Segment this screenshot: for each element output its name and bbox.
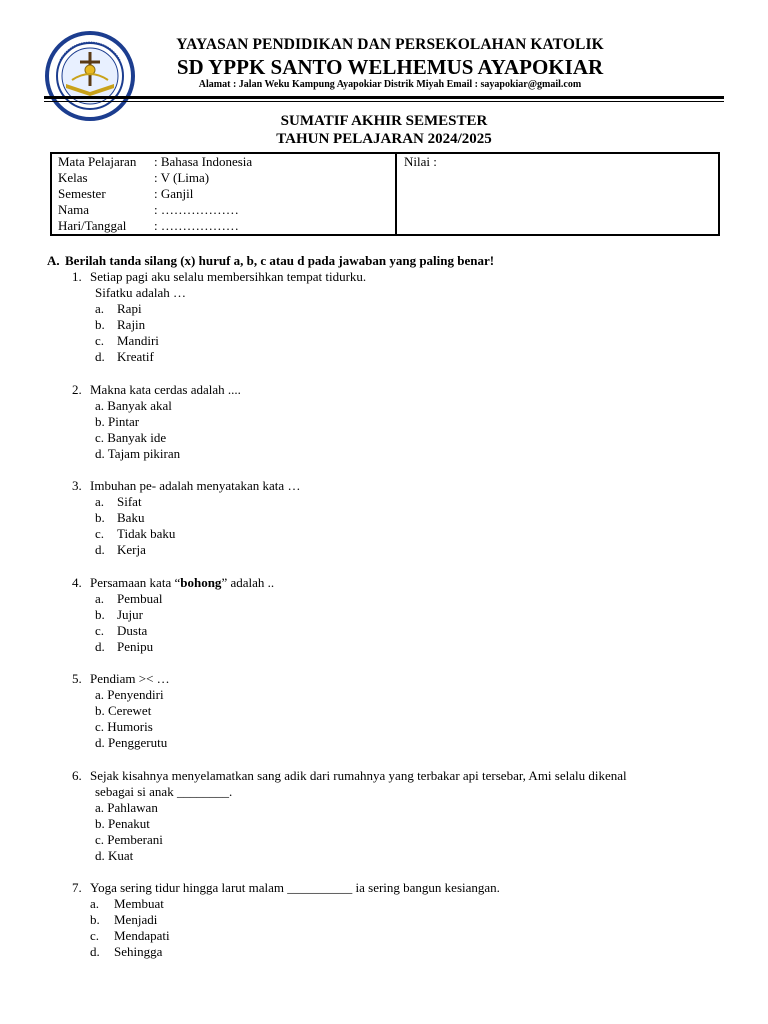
question-5-option-a[interactable]: a. Penyendiri bbox=[95, 687, 164, 702]
identity-row-subject: Mata Pelajaran : Bahasa Indonesia bbox=[58, 154, 253, 169]
identity-row-semester: Semester : Ganjil bbox=[58, 186, 194, 201]
identity-fields bbox=[52, 154, 397, 234]
question-6-option-a[interactable]: a. Pahlawan bbox=[95, 800, 158, 815]
question-1: 1. Setiap pagi aku selalu membersihkan tempat tidurku. bbox=[72, 269, 367, 284]
question-5-option-b[interactable]: b. Cerewet bbox=[95, 703, 152, 718]
keyword-bold: bohong bbox=[180, 575, 222, 590]
question-6: 6. Sejak kisahnya menyelamatkan sang adik dari rumahnya yang terbakar api tersebar, Ami selalu dikenal bbox=[72, 768, 627, 783]
question-2-option-a[interactable]: a. Banyak akal bbox=[95, 398, 172, 413]
question-1-prompt: Sifatku adalah … bbox=[95, 285, 186, 300]
foundation-name: YAYASAN PENDIDIKAN DAN PERSEKOLAHAN KATOLIK bbox=[176, 36, 604, 53]
question-4-option-c[interactable]: c. Dusta bbox=[95, 623, 148, 638]
identity-row-date[interactable]: Hari/Tanggal : ……………… bbox=[58, 218, 239, 233]
question-3-option-a[interactable]: a. Sifat bbox=[95, 494, 142, 509]
question-6-option-c[interactable]: c. Pemberani bbox=[95, 832, 163, 847]
question-6-option-d[interactable]: d. Kuat bbox=[95, 848, 134, 863]
section-instruction: A. Berilah tanda silang (x) huruf a, b, c atau d pada jawaban yang paling benar! bbox=[47, 253, 495, 268]
exam-year: TAHUN PELAJARAN 2024/2025 bbox=[276, 131, 492, 147]
question-4: 4. Persamaan kata “bohong” adalah .. bbox=[72, 575, 275, 590]
question-5: 5. Pendiam >< … bbox=[72, 671, 170, 686]
exam-title: SUMATIF AKHIR SEMESTER bbox=[280, 113, 488, 129]
header-rule-thin bbox=[44, 101, 724, 102]
school-logo bbox=[44, 30, 136, 122]
question-5-option-c[interactable]: c. Humoris bbox=[95, 719, 153, 734]
question-6-continuation: sebagai si anak ________. bbox=[95, 784, 233, 799]
identity-row-class: Kelas : V (Lima) bbox=[58, 170, 210, 185]
question-7: 7. Yoga sering tidur hingga larut malam __________ ia sering bangun kesiangan. bbox=[72, 880, 500, 895]
question-7-option-c[interactable]: c. Mendapati bbox=[90, 928, 170, 943]
question-7-option-d[interactable]: d. Sehingga bbox=[90, 944, 163, 959]
question-2-option-d[interactable]: d. Tajam pikiran bbox=[95, 446, 181, 461]
identity-box bbox=[50, 152, 720, 236]
question-7-option-b[interactable]: b. Menjadi bbox=[90, 912, 158, 927]
question-6-option-b[interactable]: b. Penakut bbox=[95, 816, 150, 831]
header-rule-thick bbox=[44, 96, 724, 99]
question-3-option-d[interactable]: d. Kerja bbox=[95, 542, 146, 557]
question-1-option-c[interactable]: c. Mandiri bbox=[95, 333, 159, 348]
question-3-option-b[interactable]: b. Baku bbox=[95, 510, 145, 525]
school-address: Alamat : Jalan Weku Kampung Ayapokiar Distrik Miyah Email : sayapokiar@gmail.com bbox=[198, 79, 582, 90]
question-5-option-d[interactable]: d. Penggerutu bbox=[95, 735, 168, 750]
question-4-option-d[interactable]: d. Penipu bbox=[95, 639, 154, 654]
question-7-option-a[interactable]: a. Membuat bbox=[90, 896, 164, 911]
question-1-option-d[interactable]: d. Kreatif bbox=[95, 349, 154, 364]
question-2-option-b[interactable]: b. Pintar bbox=[95, 414, 140, 429]
question-2: 2. Makna kata cerdas adalah .... bbox=[72, 382, 241, 397]
question-2-option-c[interactable]: c. Banyak ide bbox=[95, 430, 167, 445]
question-3: 3. Imbuhan pe- adalah menyatakan kata … bbox=[72, 478, 301, 493]
question-1-option-b[interactable]: b. Rajin bbox=[95, 317, 146, 332]
question-4-option-b[interactable]: b. Jujur bbox=[95, 607, 143, 622]
identity-row-name[interactable]: Nama : ……………… bbox=[58, 202, 239, 217]
question-3-option-c[interactable]: c. Tidak baku bbox=[95, 526, 176, 541]
school-name: SD YPPK SANTO WELHEMUS AYAPOKIAR bbox=[176, 55, 604, 79]
question-4-option-a[interactable]: a. Pembual bbox=[95, 591, 163, 606]
question-1-option-a[interactable]: a. Rapi bbox=[95, 301, 142, 316]
score-field[interactable]: Nilai : bbox=[404, 154, 437, 169]
